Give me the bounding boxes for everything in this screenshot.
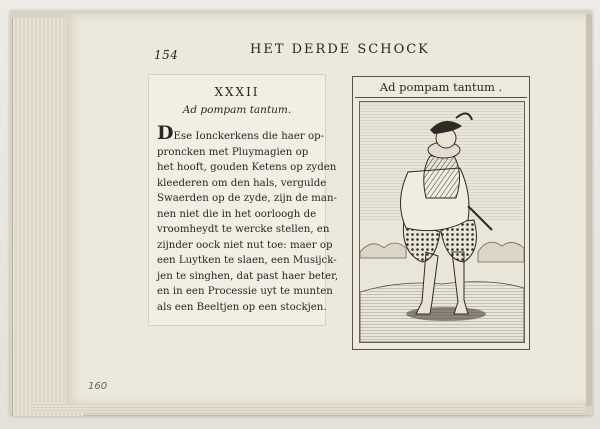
text-line: Swaerden op de zyde, zijn de man- bbox=[157, 193, 337, 204]
text-line: het hooft, gouden Ketens op zyden bbox=[157, 162, 337, 173]
running-head: HET DERDE SCHOCK bbox=[250, 42, 430, 57]
drop-cap: D bbox=[157, 122, 174, 144]
page-fold bbox=[586, 14, 592, 406]
engraving-nobleman-icon bbox=[359, 101, 525, 343]
page-number: 154 bbox=[154, 48, 179, 62]
text-line: als een Beeltjen op een stockjen. bbox=[157, 301, 327, 313]
emblem-motto: Ad pompam tantum. bbox=[182, 104, 292, 116]
text-line: proncken met Pluymagien op bbox=[157, 146, 309, 158]
emblem-number: XXXII bbox=[214, 85, 260, 99]
engraving-plate bbox=[352, 76, 530, 350]
text-line: een Luytken te slaen, een Musijck- bbox=[157, 255, 337, 266]
text-line: DEse Ionckerkens die haer op- bbox=[157, 122, 325, 144]
text-line: jen te singhen, dat past haer beter, bbox=[157, 270, 339, 282]
plate-rule bbox=[355, 97, 527, 98]
text-line: vroomheydt te wercke stellen, en bbox=[157, 224, 330, 235]
text-block bbox=[148, 74, 339, 326]
text-line: en in een Processie uyt te munten bbox=[157, 286, 333, 297]
emblem-text bbox=[157, 122, 339, 315]
margin-note: 160 bbox=[88, 381, 108, 392]
text-line: zijnder oock niet nut toe: maer op bbox=[157, 239, 333, 251]
text-line: nen niet die in het oorloogh de bbox=[157, 208, 317, 220]
plate-title: Ad pompam tantum . bbox=[379, 80, 503, 94]
text-line: kleederen om den hals, vergulde bbox=[157, 177, 327, 189]
